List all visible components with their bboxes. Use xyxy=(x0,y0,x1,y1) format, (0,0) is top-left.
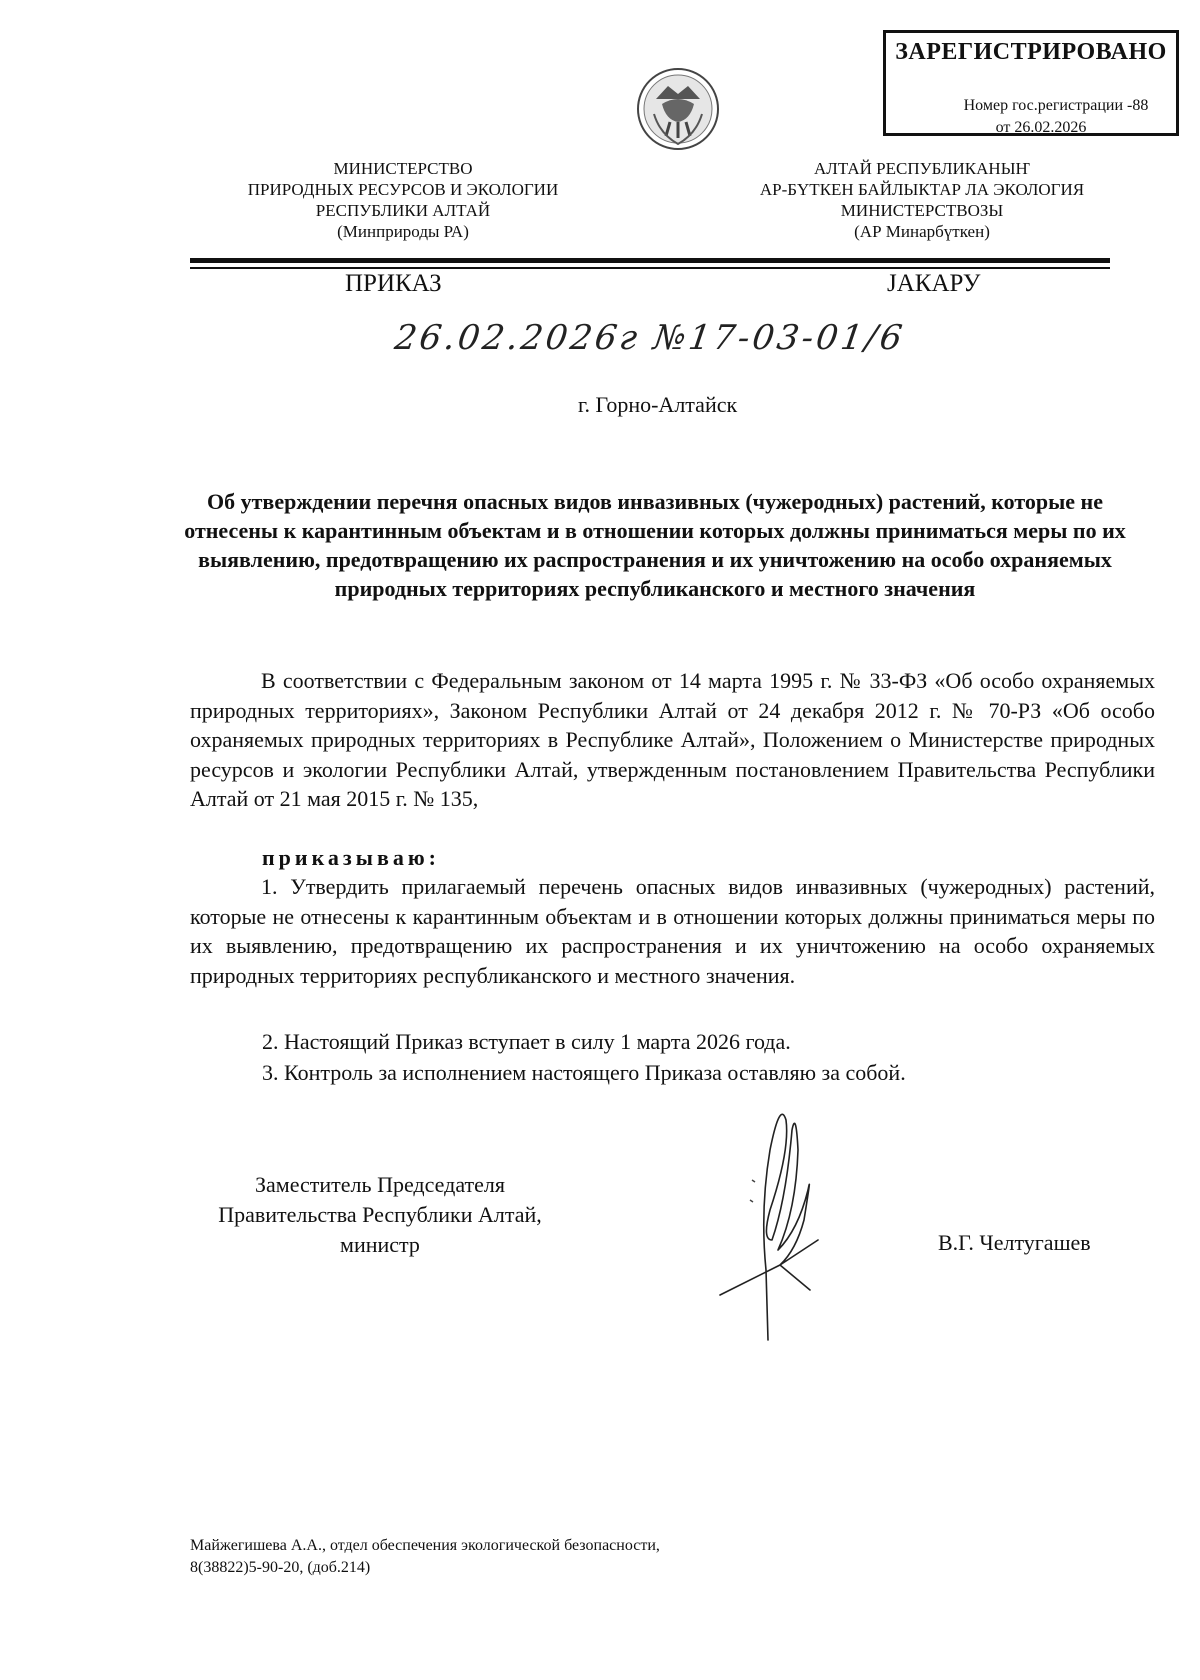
doc-kind-russian: ПРИКАЗ xyxy=(345,270,442,297)
header-right-line: АЛТАЙ РЕСПУБЛИКАНЫҤ xyxy=(814,159,1030,178)
ministry-name-russian xyxy=(183,158,623,242)
signatory-title-line: Заместитель Председателя xyxy=(255,1172,505,1197)
stamp-registration-date: от 26.02.2026 xyxy=(995,119,1087,136)
handwritten-date-number: 26.02.2026г №17-03-01/6 xyxy=(392,318,908,358)
header-right-line: АР-БҮТКЕН БАЙЛЫКТАР ЛА ЭКОЛОГИЯ xyxy=(759,180,1085,199)
doc-kind-altai: ЈАКАРУ xyxy=(887,270,981,297)
header-divider-thin xyxy=(190,267,1110,269)
stamp-registration-number: Номер гос.регистрации -88 xyxy=(963,97,1149,114)
header-right-line: МИНИСТЕРСТВОЗЫ xyxy=(840,201,1004,220)
registration-stamp xyxy=(883,30,1179,136)
signatory-title xyxy=(180,1170,580,1260)
coat-of-arms-icon xyxy=(636,64,720,154)
signatory-name: В.Г. Челтугашев xyxy=(938,1230,1091,1255)
document-title: Об утверждении перечня опасных видов инвазивных (чужеродных) растений, которые не отнесены к карантинным объектам и в отношении которых должны приниматься меры по их выявлению, предотвращению их распространения и их уничтожению на особо охраняемых природных территориях республиканского и местного значения xyxy=(184,489,1126,601)
order-item-2: 2. Настоящий Приказ вступает в силу 1 марта 2026 года. xyxy=(262,1029,791,1054)
city: г. Горно-Алтайск xyxy=(578,392,738,417)
stamp-title: ЗАРЕГИСТРИРОВАНО xyxy=(895,39,1167,65)
header-left-line: ПРИРОДНЫХ РЕСУРСОВ И ЭКОЛОГИИ xyxy=(247,180,559,199)
preamble-paragraph: В соответствии с Федеральным законом от 14 марта 1995 г. № 33-ФЗ «Об особо охраняемых природных территориях», Законом Республики Алтай от 24 декабря 2012 г. № 70-РЗ «Об особо охраняемых природных территориях в Республике Алтай», Положением о Министерстве природных ресурсов и экологии Республики Алтай, утвержденным постановлением Правительства Республики Алтай от 21 мая 2015 г. № 135, xyxy=(190,668,1155,811)
order-item-3: 3. Контроль за исполнением настоящего Приказа оставляю за собой. xyxy=(262,1060,906,1085)
signature-icon xyxy=(700,1090,840,1350)
header-right-line: (АР Минарбүткен) xyxy=(854,222,990,241)
ministry-name-altai xyxy=(722,158,1122,242)
executor-contacts xyxy=(190,1535,660,1579)
order-item-1: 1. Утвердить прилагаемый перечень опасных видов инвазивных (чужеродных) растений, которые не отнесены к карантинным объектам и в отношении которых должны приниматься меры по их выявлению, предотвращению их распространения и их уничтожению на особо охраняемых природных территориях республиканского и местного значения. xyxy=(190,874,1155,988)
executor-line: Майжегишева А.А., отдел обеспечения экологической безопасности, xyxy=(190,1537,660,1554)
signatory-title-line: министр xyxy=(340,1232,420,1257)
header-left-line: (Минприроды РА) xyxy=(337,222,469,241)
signatory-title-line: Правительства Республики Алтай, xyxy=(218,1202,542,1227)
header-left-line: МИНИСТЕРСТВО xyxy=(333,159,473,178)
header-left-line: РЕСПУБЛИКИ АЛТАЙ xyxy=(315,201,491,220)
header-divider-thick xyxy=(190,258,1110,263)
order-word: приказываю: xyxy=(262,845,440,870)
executor-phone: 8(38822)5-90-20, (доб.214) xyxy=(190,1559,371,1576)
